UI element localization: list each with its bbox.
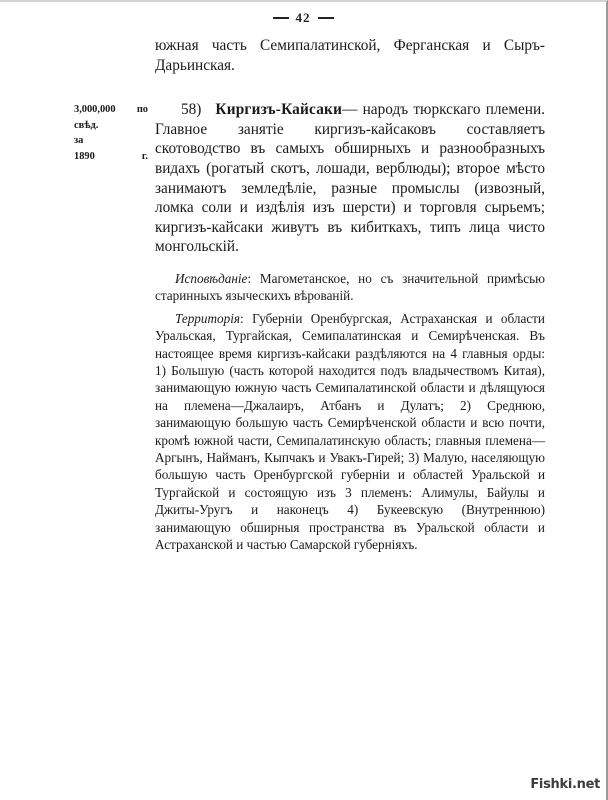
margin-note-line-2-right: за [74, 135, 84, 146]
margin-note-line-1: 3,000,000 по [74, 104, 148, 115]
margin-note-population [74, 102, 148, 164]
entry-paragraph [155, 100, 545, 257]
religion-text: : Магометанское, но съ значительной примѣсью старинныхъ языческихъ вѣрованій. [155, 270, 545, 304]
margin-note-line-2-left: свѣд. [74, 119, 99, 131]
territory-text: : Губерніи Оренбургская, Астраханская и области Уральская, Тургайская, Семипалатинская и Семирѣченская. Въ настоящее время киргизъ-кайсаки раздѣляются на 4 главныя орды: 1) Большую (часть которой находится подъ владычествомъ Китая), занимающую южную часть Семипалатинской области и дѣлящуюся на племена—Джалаиръ, Атбанъ и Дулатъ; 2) Среднюю, занимающую большую часть Семирѣченской области и всю почти, кромѣ южной части, Семипалатинскую область; главныя племена—Аргынъ, Найманъ, Кыпчакъ и Увакъ-Гирей; 3) Малую, населяющую большую часть Оренбургской губерніи и областей Уральской и Тургайской и состоящую изъ 3 племенъ: Алимулы, Байулы и Джиты-Уругъ и наконецъ 4) Букеевскую (Внутреннюю) занимающую обширныя пространства въ Уральской области и Астраханской и частью Самарской губерніяхъ. [155, 310, 545, 553]
page-folio [0, 10, 606, 26]
spacer-before-entry [155, 75, 545, 100]
religion-label: Исповѣданіе [175, 270, 248, 286]
folio-rule-right [318, 17, 334, 19]
site-watermark: Fishki.net [530, 777, 600, 792]
margin-note-line-2 [74, 118, 148, 149]
continuation-paragraph: южная часть Семипалатинской, Ферганская и Сыръ-Дарьинская. [155, 37, 545, 74]
spacer-before-religion [155, 257, 545, 270]
entry-number: 58) [181, 101, 202, 119]
religion-paragraph [155, 270, 545, 305]
entry-headword: Киргизъ-Кайсаки [215, 101, 343, 119]
page-number: 42 [295, 10, 311, 25]
margin-note-line-3: 1890 г. [74, 150, 148, 162]
folio-rule-left [273, 17, 289, 19]
text-column [155, 36, 545, 553]
territory-paragraph [155, 310, 545, 554]
territory-label: Территорія [175, 310, 240, 326]
entry-body-text: — народъ тюркскаго племени. Главное занятіе киргизъ-кайсаковъ составляетъ скотоводство въ самыхъ обширныхъ и разнообразныхъ видахъ (рогатый скотъ, лошади, верблюды); второе мѣсто занимаютъ земледѣліе, разные промыслы (извозный, ломка соли и издѣлія изъ шерсти) и торговля сырьемъ; киргизъ-кайсаки живутъ въ кибиткахъ, типъ лица чисто монгольскій. [155, 101, 545, 256]
